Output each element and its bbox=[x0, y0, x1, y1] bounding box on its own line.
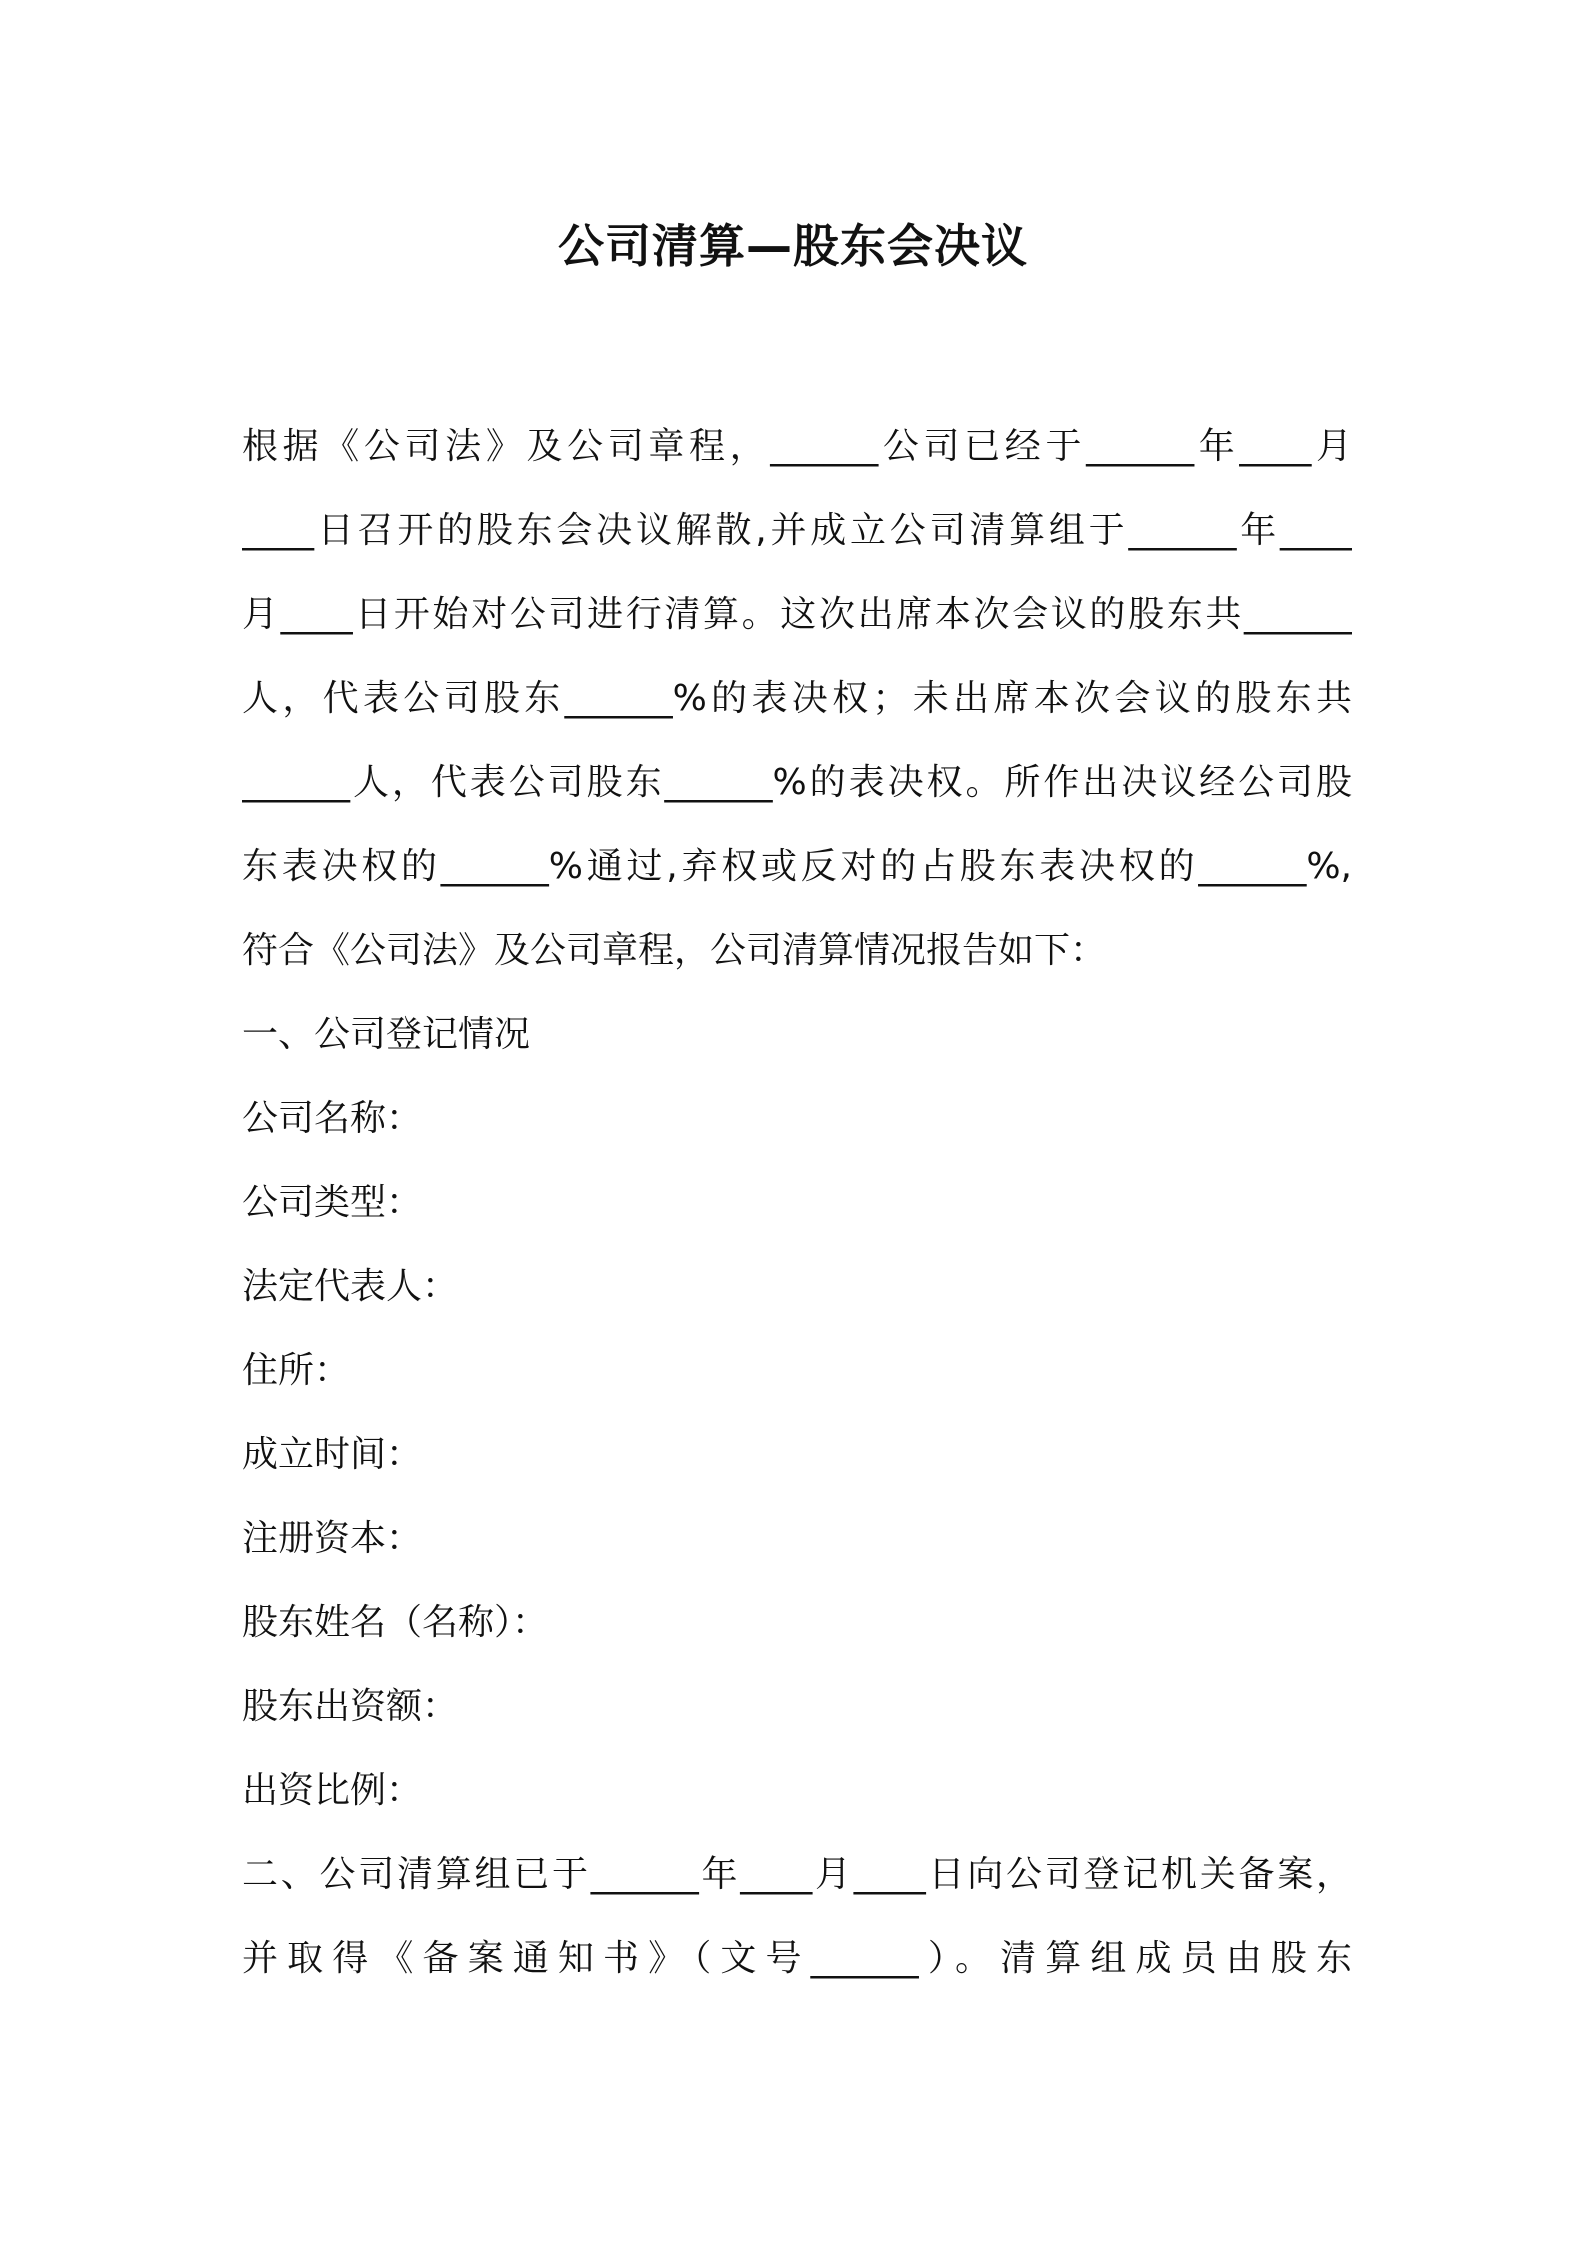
field-address: 住所： bbox=[242, 1350, 351, 1391]
field-established-date: 成立时间： bbox=[242, 1434, 423, 1475]
paragraph-line-5: ______人，代表公司股东______%的表决权。所作出决议经公司股 bbox=[242, 762, 1352, 803]
paragraph-line-4: 人，代表公司股东______%的表决权；未出席本次会议的股东共 bbox=[242, 678, 1352, 719]
field-legal-representative: 法定代表人： bbox=[242, 1266, 459, 1307]
field-registered-capital: 注册资本： bbox=[242, 1518, 423, 1559]
paragraph-line-6: 东表决权的______%通过,弃权或反对的占股东表决权的______%, bbox=[242, 846, 1352, 887]
paragraph-line-7: 符合《公司法》及公司章程，公司清算情况报告如下： bbox=[242, 930, 1107, 971]
section-heading-2-line-2: 并取得《备案通知书》（文号______）。清算组成员由股东 bbox=[242, 1938, 1352, 1979]
field-shareholder-name: 股东姓名（名称）： bbox=[242, 1602, 549, 1643]
paragraph-line-3: 月____日开始对公司进行清算。这次出席本次会议的股东共______ bbox=[242, 594, 1352, 635]
field-company-name: 公司名称： bbox=[242, 1098, 423, 1139]
document-body bbox=[242, 405, 1352, 2001]
paragraph-line-1: 根据《公司法》及公司章程，______公司已经于______年____月 bbox=[242, 426, 1352, 467]
field-shareholder-contribution: 股东出资额： bbox=[242, 1686, 459, 1727]
document-title: 公司清算—股东会决议 bbox=[558, 219, 1028, 273]
field-contribution-ratio: 出资比例： bbox=[242, 1770, 423, 1811]
paragraph-line-2: ____日召开的股东会决议解散,并成立公司清算组于______年____ bbox=[242, 510, 1352, 551]
section-heading-2-line-1: 二、公司清算组已于______年____月____日向公司登记机关备案， bbox=[242, 1854, 1352, 1895]
field-company-type: 公司类型： bbox=[242, 1182, 423, 1223]
section-heading-1: 一、公司登记情况 bbox=[242, 1014, 531, 1055]
